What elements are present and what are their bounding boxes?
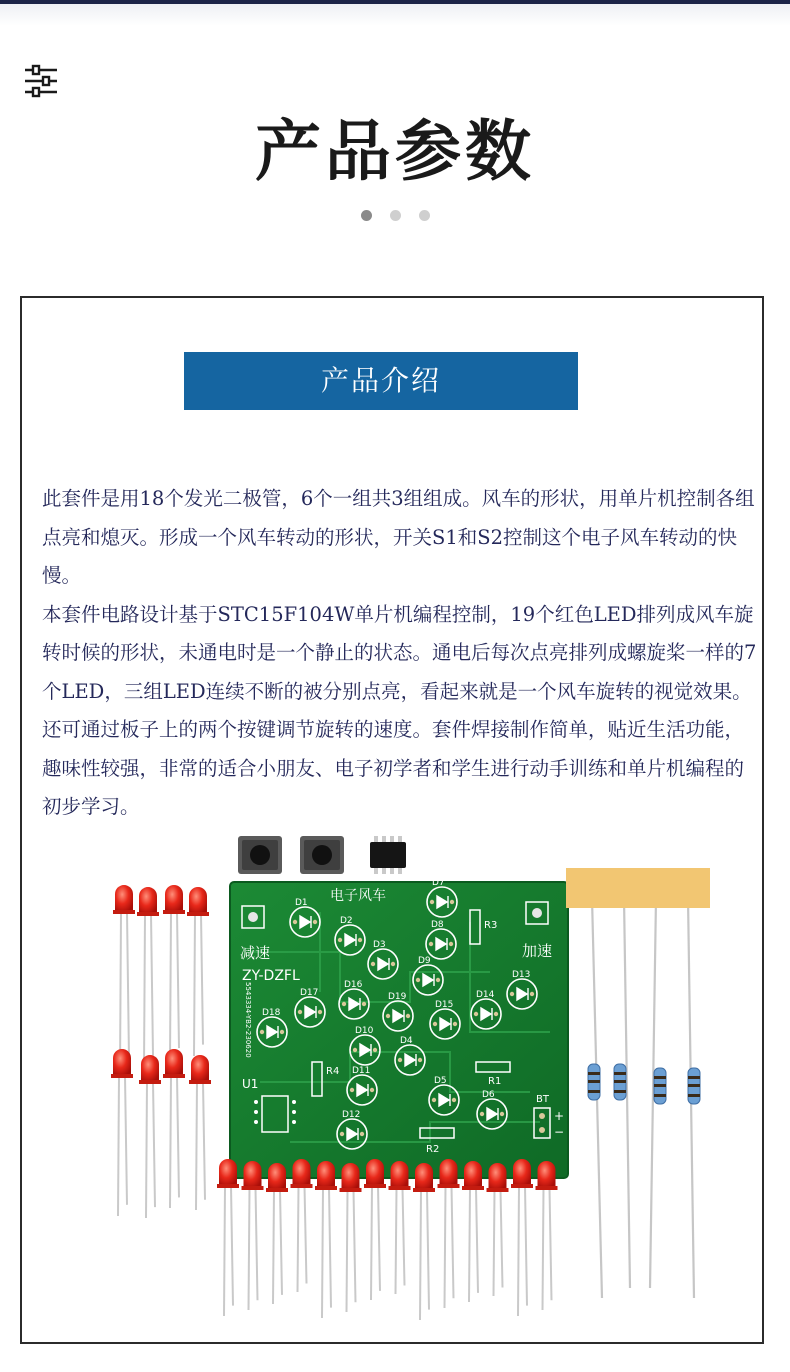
pcb-led-label: D7 bbox=[432, 878, 445, 888]
red-led bbox=[342, 1163, 360, 1190]
red-led bbox=[219, 1159, 237, 1186]
pcb-led-label: D19 bbox=[388, 992, 407, 1002]
tactile-button-2 bbox=[300, 836, 344, 874]
page-title: 产品参数 bbox=[255, 113, 535, 190]
red-led bbox=[189, 887, 207, 914]
top-bar-shadow bbox=[0, 4, 790, 26]
red-led bbox=[113, 1049, 131, 1076]
red-led bbox=[268, 1163, 286, 1190]
intro-text bbox=[42, 480, 758, 827]
pcb-right-button-label: 加速 bbox=[522, 942, 553, 960]
pcb-led-label: D8 bbox=[431, 920, 444, 930]
pcb-led-label: D2 bbox=[340, 916, 353, 926]
pcb-led-label: D3 bbox=[373, 940, 386, 950]
loose-leds-mid bbox=[111, 1049, 211, 1218]
red-led bbox=[141, 1055, 159, 1082]
red-led bbox=[415, 1163, 433, 1190]
red-led bbox=[464, 1161, 482, 1188]
pagination-dots bbox=[0, 210, 790, 221]
red-led bbox=[317, 1161, 335, 1188]
pcb-led-label: D10 bbox=[355, 1026, 374, 1036]
pcb-led-label: D16 bbox=[344, 980, 363, 990]
red-led bbox=[538, 1161, 556, 1188]
pcb-led-label: D6 bbox=[482, 1090, 495, 1100]
loose-leds-top bbox=[113, 885, 209, 1072]
red-led bbox=[293, 1159, 311, 1186]
red-led bbox=[391, 1161, 409, 1188]
pagination-dot[interactable] bbox=[390, 210, 401, 221]
red-led bbox=[139, 887, 157, 914]
red-led bbox=[115, 885, 133, 912]
svg-text:BT: BT bbox=[536, 1094, 549, 1105]
intro-paragraph: 此套件是用18个发光二极管，6个一组共3组组成。风车的形状，用单片机控制各组点亮和熄灭。形成一个风车转动的形状，开关S1和S2控制这个电子风车转动的快慢。 bbox=[42, 487, 755, 587]
pcb-left-button-label: 减速 bbox=[240, 944, 271, 962]
pcb-led-label: D1 bbox=[295, 898, 308, 908]
product-intro-panel bbox=[20, 296, 764, 1344]
section-title: 产品介绍 bbox=[184, 352, 578, 410]
pcb-led-label: D13 bbox=[512, 970, 531, 980]
pcb-led-label: D4 bbox=[400, 1036, 413, 1046]
svg-text:+: + bbox=[554, 1109, 565, 1123]
svg-text:−: − bbox=[554, 1125, 565, 1139]
svg-text:R1: R1 bbox=[488, 1076, 502, 1087]
svg-text:R3: R3 bbox=[484, 920, 498, 931]
red-led bbox=[366, 1159, 384, 1186]
svg-text:U1: U1 bbox=[242, 1077, 259, 1091]
resistor-strip bbox=[566, 868, 710, 1298]
pcb-led-label: D18 bbox=[262, 1008, 281, 1018]
red-led bbox=[489, 1163, 507, 1190]
red-led bbox=[165, 885, 183, 912]
mcu-chip bbox=[370, 836, 406, 874]
pcb-led-label: D5 bbox=[434, 1076, 447, 1086]
product-photo bbox=[82, 828, 762, 1338]
pcb-title: 电子风车 bbox=[330, 888, 386, 904]
loose-leds-bottom bbox=[217, 1159, 558, 1320]
red-led bbox=[191, 1055, 209, 1082]
pcb-led-label: D9 bbox=[418, 956, 431, 966]
pcb-model: ZY-DZFL bbox=[242, 968, 300, 984]
red-led bbox=[244, 1161, 262, 1188]
pcb-led-label: D17 bbox=[300, 988, 319, 998]
intro-paragraph: 本套件电路设计基于STC15F104W单片机编程控制，19个红色LED排列成风车旋转时候的形状，未通电时是一个静止的状态。通电后每次点亮排列成螺旋桨一样的7个LED，三组LED连续不断的被分别点亮，看起来就是一个风车旋转的视觉效果。还可通过板子上的两个按键调节旋转的速度。套件焊接制作简单，贴近生活功能，趣味性较强，非常的适合小朋友、电子初学者和学生进行动手训练和单片机编程的初步学习。 bbox=[42, 602, 757, 818]
pagination-dot[interactable] bbox=[419, 210, 430, 221]
tactile-button-1 bbox=[238, 836, 282, 874]
red-led bbox=[165, 1049, 183, 1076]
pcb-board bbox=[230, 878, 568, 1178]
red-led bbox=[513, 1159, 531, 1186]
pagination-dot[interactable] bbox=[361, 210, 372, 221]
pcb-led-label: D12 bbox=[342, 1110, 361, 1120]
red-led bbox=[440, 1159, 458, 1186]
pcb-led-label: D14 bbox=[476, 990, 495, 1000]
svg-text:R4: R4 bbox=[326, 1066, 340, 1077]
pcb-led-label: D11 bbox=[352, 1066, 371, 1076]
svg-text:R2: R2 bbox=[426, 1144, 440, 1155]
pcb-serial: 5543334-YB2-230620 bbox=[244, 982, 252, 1058]
settings-sliders-icon[interactable] bbox=[24, 64, 58, 98]
pcb-led-label: D15 bbox=[435, 1000, 454, 1010]
